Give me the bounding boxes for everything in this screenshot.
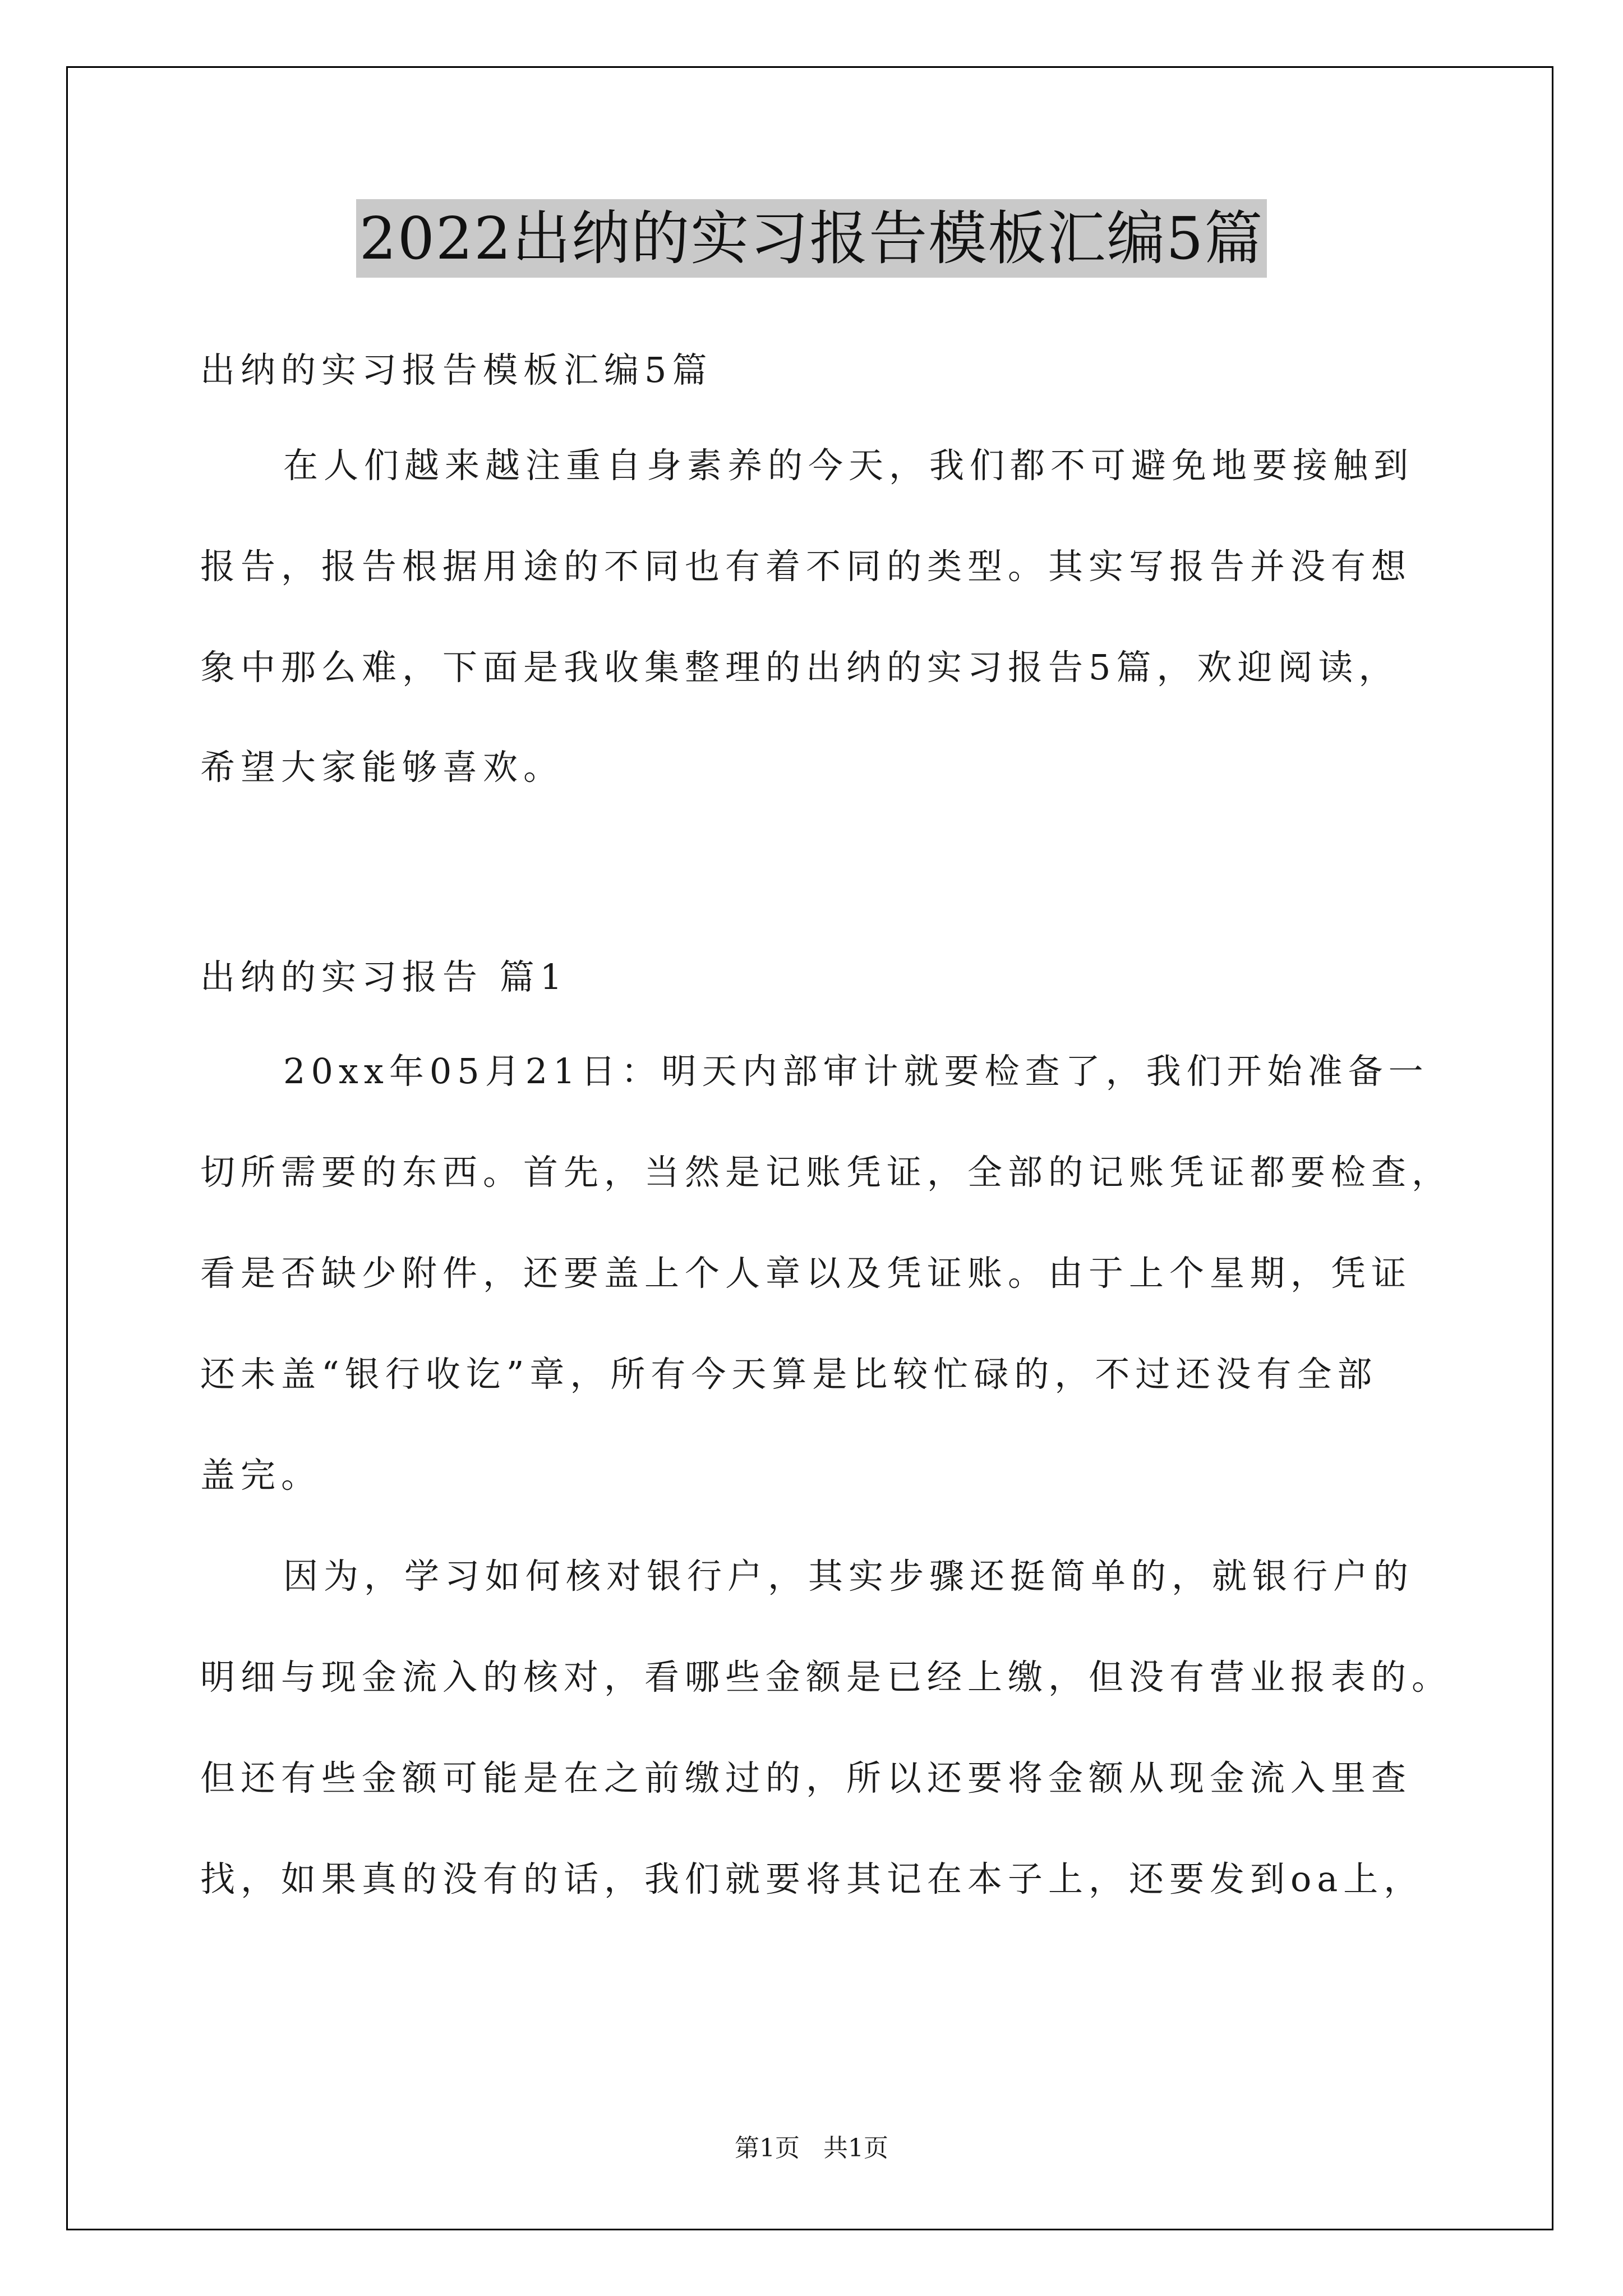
paragraph-line: 因为，学习如何核对银行户，其实步骤还挺简单的，就银行户的 [283, 1556, 1414, 1596]
paragraph-line: 切所需要的东西。首先，当然是记账凭证，全部的记账凭证都要检查， [200, 1152, 1453, 1193]
paragraph-line: 明细与现金流入的核对，看哪些金额是已经上缴，但没有营业报表的。 [200, 1657, 1453, 1697]
intro-line: 希望大家能够喜欢。 [200, 747, 564, 788]
page-footer [0, 2132, 1623, 2165]
section-heading: 出纳的实习报告 篇1 [200, 956, 568, 997]
intro-line: 象中那么难，下面是我收集整理的出纳的实习报告5篇，欢迎阅读， [200, 647, 1399, 688]
paragraph-line: 还未盖“银行收讫”章，所有今天算是比较忙碌的，不过还没有全部 [200, 1354, 1378, 1395]
paragraph-line: 20xx年05月21日：明天内部审计就要检查了，我们开始准备一 [283, 1051, 1429, 1092]
title-container [0, 199, 1623, 278]
page-number: 第1页 [735, 2134, 800, 2162]
paragraph-line: 但还有些金额可能是在之前缴过的，所以还要将金额从现金流入里查 [200, 1757, 1412, 1798]
paragraph-line: 看是否缺少附件，还要盖上个人章以及凭证账。由于上个星期，凭证 [200, 1253, 1412, 1294]
document-subtitle: 出纳的实习报告模板汇编5篇 [200, 349, 713, 390]
intro-line: 在人们越来越注重自身素养的今天，我们都不可避免地要接触到 [283, 445, 1414, 486]
page-total: 共1页 [823, 2134, 888, 2162]
paragraph-line: 盖完。 [200, 1455, 322, 1496]
intro-line: 报告，报告根据用途的不同也有着不同的类型。其实写报告并没有想 [200, 546, 1412, 587]
document-title: 2022出纳的实习报告模板汇编5篇 [356, 199, 1267, 278]
paragraph-line: 找，如果真的没有的话，我们就要将其记在本子上，还要发到oa上， [200, 1858, 1424, 1899]
